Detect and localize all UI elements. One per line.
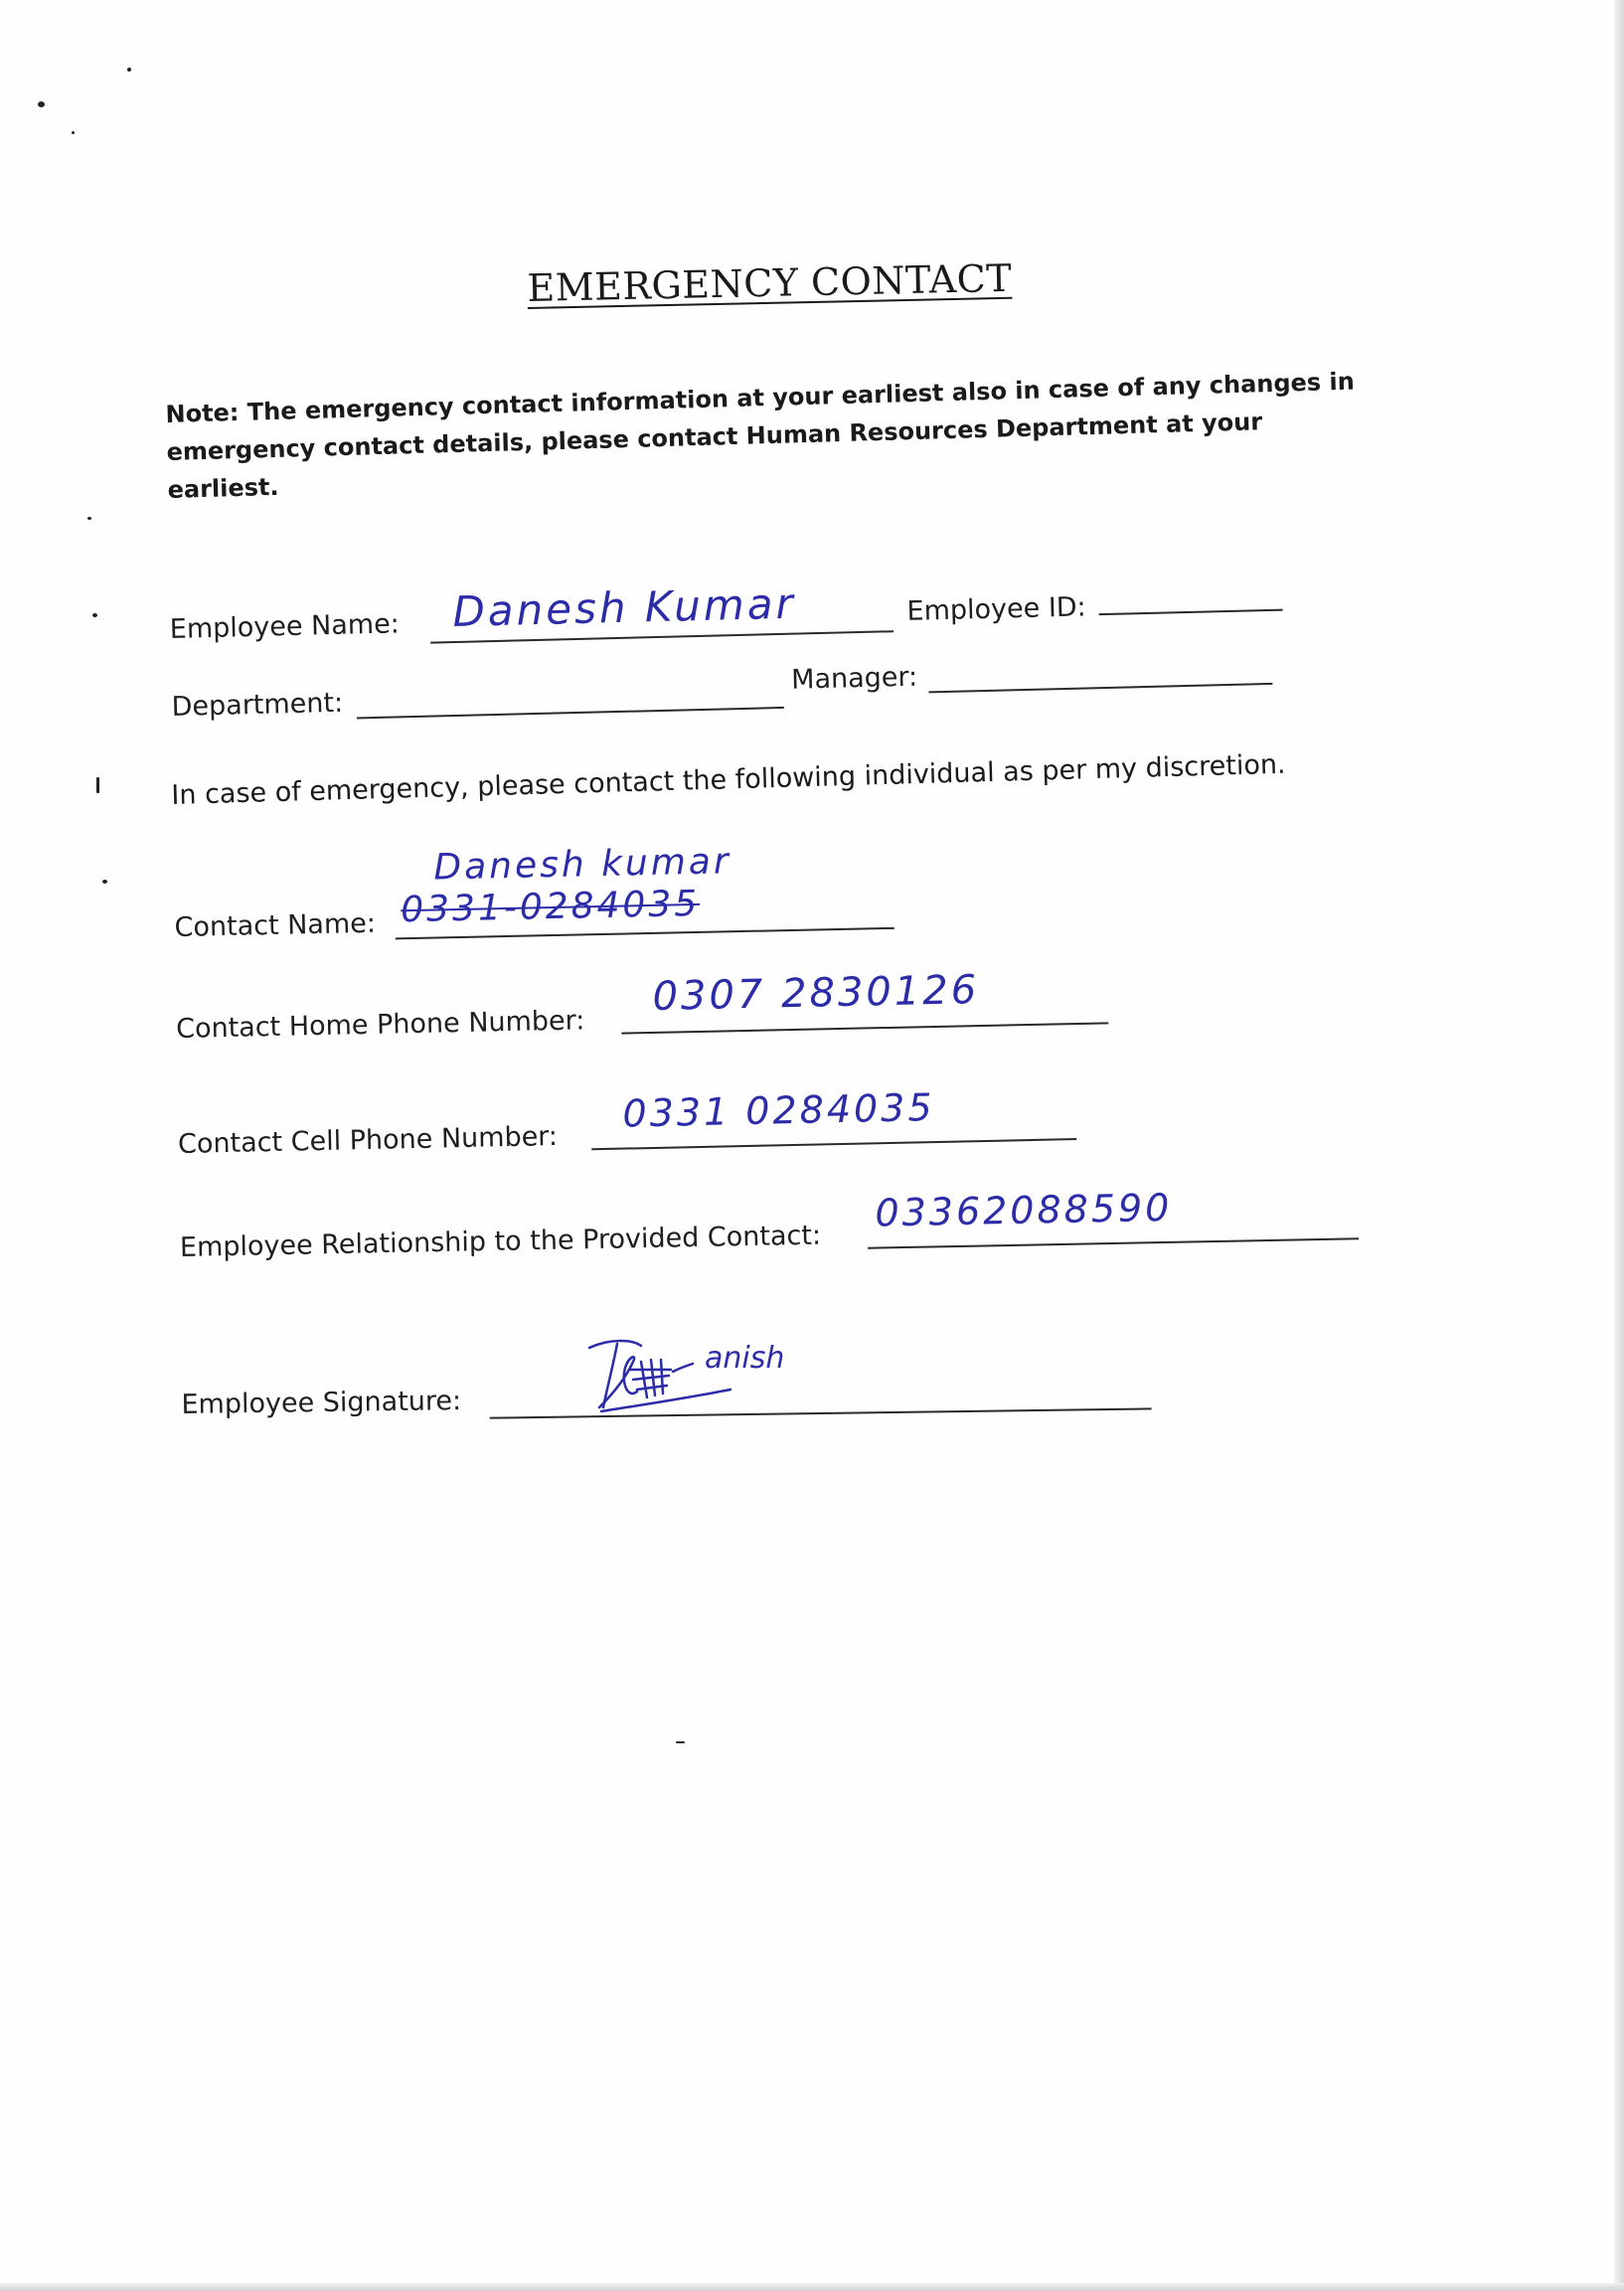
home-phone-line (621, 1022, 1108, 1034)
relationship-line (868, 1237, 1359, 1248)
scan-speck (102, 880, 107, 884)
scan-edge (0, 2283, 1624, 2291)
scan-speck (676, 1741, 685, 1743)
contact-name-row (173, 837, 950, 952)
relationship-label: Employee Relationship to the Provided Contact: (179, 1220, 822, 1263)
document-title: EMERGENCY CONTACT (527, 255, 1013, 310)
instruction-text: In case of emergency, please contact the following individual as per my discretion. (171, 748, 1286, 811)
cell-phone-row (177, 1073, 1132, 1173)
department-line[interactable] (357, 707, 784, 720)
scan-edge (1614, 0, 1624, 2291)
manager-label: Manager: (790, 661, 918, 696)
scan-speck (38, 101, 45, 107)
signature-drawing (581, 1310, 850, 1419)
employee-name-value[interactable]: Danesh Kumar (451, 578, 797, 637)
department-row (171, 653, 1285, 739)
signature-handwritten-text: anish (705, 1341, 785, 1376)
home-phone-value[interactable]: 0307 2830126 (652, 967, 980, 1020)
scan-speck (87, 517, 91, 520)
scan-speck (72, 131, 75, 134)
signature-label: Employee Signature: (181, 1386, 462, 1420)
employee-id-label: Employee ID: (906, 591, 1087, 627)
relationship-value[interactable]: 03362088590 (875, 1185, 1173, 1235)
scan-speck (92, 613, 97, 617)
home-phone-label: Contact Home Phone Number: (175, 1005, 585, 1045)
department-label: Department: (171, 687, 344, 723)
scan-speck (127, 68, 131, 72)
employee-name-row (169, 570, 1283, 656)
contact-name-value[interactable]: Danesh kumar (432, 841, 732, 889)
cell-phone-line (591, 1138, 1076, 1150)
cell-phone-label: Contact Cell Phone Number: (177, 1120, 559, 1160)
home-phone-row (175, 954, 1130, 1054)
manager-line[interactable] (929, 683, 1273, 693)
contact-name-struck-value: 0331-0284035 (400, 883, 701, 931)
note-paragraph: Note: The emergency contact information at your earliest also in case of any changes in emergency contact details, please contact Human Resources Department at your earliest. (165, 367, 1356, 504)
relationship-row (179, 1174, 1373, 1276)
contact-name-label: Contact Name: (174, 907, 377, 943)
cell-phone-value[interactable]: 0331 0284035 (622, 1085, 935, 1136)
scan-speck (96, 777, 99, 793)
employee-id-line[interactable] (1099, 609, 1283, 616)
employee-name-label: Employee Name: (169, 608, 401, 645)
